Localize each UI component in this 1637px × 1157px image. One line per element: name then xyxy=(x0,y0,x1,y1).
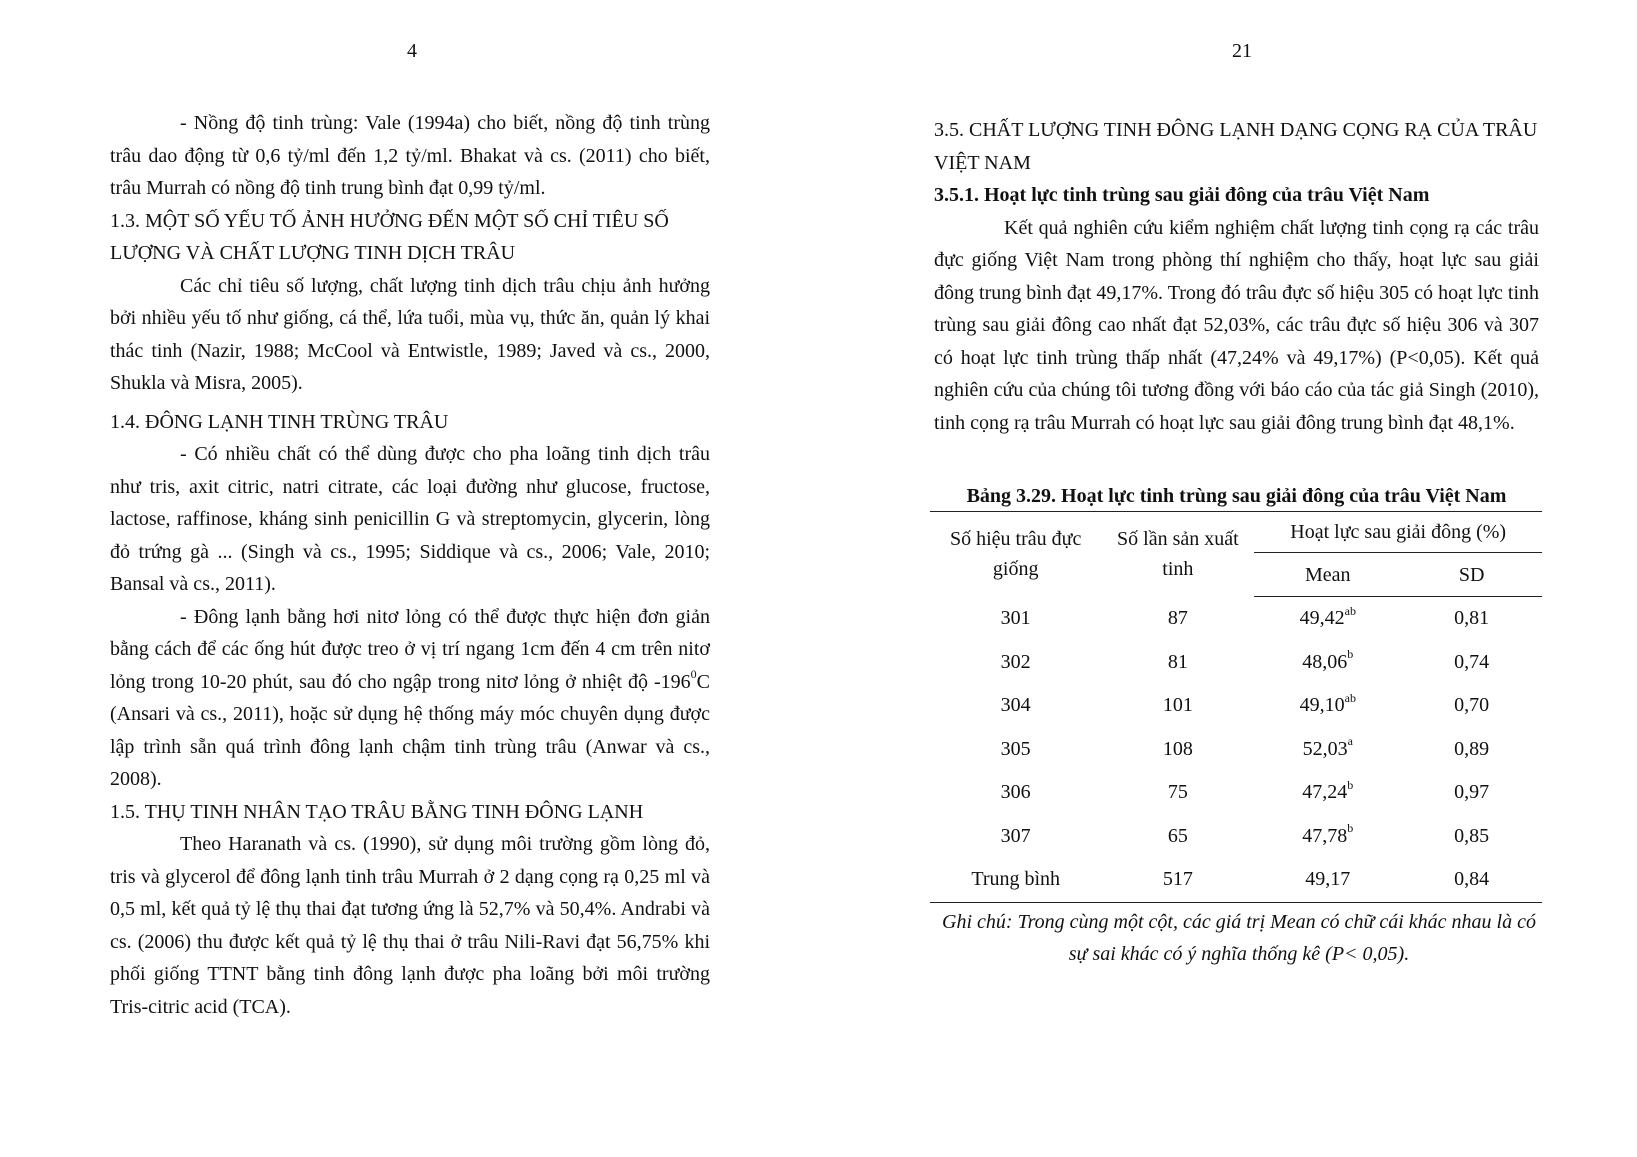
section-heading-3-5: 3.5. CHẤT LƯỢNG TINH ĐÔNG LẠNH DẠNG CỌNG RẠ CỦA TRÂU VIỆT NAM xyxy=(934,119,1538,174)
cell-mean-value: 49,17 xyxy=(1305,868,1351,891)
header-post-thaw-motility: Hoạt lực sau giải đông (%) xyxy=(1290,521,1507,543)
cell-bull-id xyxy=(930,597,1101,641)
cell-bull-id-value: 304 xyxy=(1000,694,1031,717)
significance-letter: a xyxy=(1347,734,1353,749)
cell-production-count xyxy=(1101,858,1254,902)
cell-production-count xyxy=(1101,641,1254,685)
cell-production-count xyxy=(1101,684,1254,728)
paragraph-motility-results: Kết quả nghiên cứu kiểm nghiệm chất lượng tinh cọng rạ các trâu đực giống Việt Nam trong phòng thí nghiệm cho thấy, hoạt lực sau giải đông trung bình đạt 49,17%. Trong đó trâu đực số hiệu 305 có hoạt lực tinh trùng sau giải đông cao nhất đạt 52,03%, các trâu đực số hiệu 306 và 307 có hoạt lực tinh trùng thấp nhất (47,24% và 49,17%) (P<0,05). Kết quả nghiên cứu của chúng tôi tương đồng với báo cáo của tác giả Singh (2010), tinh cọng rạ trâu Murrah có hoạt lực sau giải đông trung bình đạt 48,1%. xyxy=(934,216,1539,434)
cell-mean-value: 49,42 xyxy=(1299,607,1345,630)
table-body xyxy=(930,597,1542,903)
cell-sd xyxy=(1401,684,1542,728)
cell-mean-value: 49,10 xyxy=(1299,694,1345,717)
cell-sd-value: 0,84 xyxy=(1454,868,1490,891)
cell-mean-value: 52,03 xyxy=(1302,737,1348,760)
cell-bull-id-value: 307 xyxy=(1000,824,1031,847)
significance-letter: b xyxy=(1347,821,1354,836)
cell-production-count xyxy=(1101,597,1254,641)
cell-sd xyxy=(1401,815,1542,859)
cell-bull-id-value: 305 xyxy=(1000,737,1031,760)
significance-letter: b xyxy=(1347,777,1354,792)
cell-production-count-value: 65 xyxy=(1167,824,1188,847)
significance-letter: b xyxy=(1347,647,1354,662)
cell-sd xyxy=(1401,728,1542,772)
cell-bull-id-value: 301 xyxy=(1000,607,1031,629)
section-heading-1-5: 1.5. THỤ TINH NHÂN TẠO TRÂU BẰNG TINH ĐÔNG LẠNH xyxy=(110,800,644,823)
cell-mean-value: 47,24 xyxy=(1302,781,1348,804)
cell-bull-id xyxy=(930,771,1101,815)
table-row xyxy=(930,597,1542,641)
cell-production-count xyxy=(1101,815,1254,859)
cell-bull-id xyxy=(930,684,1101,728)
paragraph-nitrogen-freezing xyxy=(110,601,710,796)
cell-sd-value: 0,89 xyxy=(1454,737,1490,760)
cell-sd xyxy=(1401,771,1542,815)
cell-sd xyxy=(1401,858,1542,902)
cell-bull-id xyxy=(930,641,1101,685)
significance-letter: ab xyxy=(1344,690,1356,705)
table-row xyxy=(930,858,1542,902)
cell-bull-id-value: Trung bình xyxy=(971,868,1061,891)
cell-mean-value: 47,78 xyxy=(1302,824,1348,847)
right-text-block xyxy=(934,114,1539,439)
motility-table xyxy=(930,511,1542,903)
header-mean: Mean xyxy=(1254,553,1401,597)
cell-mean xyxy=(1254,728,1401,772)
cell-mean xyxy=(1254,815,1401,859)
right-page xyxy=(818,0,1637,1157)
cell-mean xyxy=(1254,858,1401,902)
table-row xyxy=(930,771,1542,815)
cell-production-count-value: 517 xyxy=(1162,868,1193,891)
cell-mean xyxy=(1254,684,1401,728)
table-row xyxy=(930,641,1542,685)
table-row xyxy=(930,684,1542,728)
cell-bull-id-value: 306 xyxy=(1000,781,1031,804)
cell-sd xyxy=(1401,641,1542,685)
cell-production-count-value: 101 xyxy=(1162,694,1193,717)
degree-superscript: 0 xyxy=(690,666,697,681)
cell-mean xyxy=(1254,641,1401,685)
page-number: 4 xyxy=(407,40,417,62)
cell-bull-id xyxy=(930,728,1101,772)
cell-production-count-value: 87 xyxy=(1167,607,1188,629)
subsection-heading-3-5-1: 3.5.1. Hoạt lực tinh trùng sau giải đông của trâu Việt Nam xyxy=(934,184,1430,206)
section-heading-1-4: 1.4. ĐÔNG LẠNH TINH TRÙNG TRÂU xyxy=(110,410,449,433)
paragraph-sperm-concentration: - Nồng độ tinh trùng: Vale (1994a) cho biết, nồng độ tinh trùng trâu dao động từ 0,6 tỷ/ml đến 1,2 tỷ/ml. Bhakat và cs. (2011) cho biết, trâu Murrah có nồng độ tinh trung bình đạt 0,99 tỷ/ml. xyxy=(110,112,710,199)
paragraph-nitrogen-freezing-part1: - Đông lạnh bằng hơi nitơ lỏng có thể được thực hiện đơn giản bằng cách để các ống hút được treo ở vị trí ngang 1cm đến 4 cm trên nitơ lỏng trong 10-20 phút, sau đó cho ngập trong nitơ lỏng ở nhiệt độ -196 xyxy=(110,605,710,693)
table-row xyxy=(930,728,1542,772)
paragraph-artificial-insemination: Theo Haranath và cs. (1990), sử dụng môi trường gồm lòng đỏ, tris và glycerol để đông lạnh tinh trâu Murrah ở 2 dạng cọng rạ 0,25 ml và 0,5 ml, kết quả tỷ lệ thụ thai đạt tương ứng là 52,7% và 50,4%. Andrabi và cs. (2006) thu được kết quả tỷ lệ thụ thai ở trâu Nili-Ravi đạt 56,75% khi phối giống TTNT bằng tinh đông lạnh được pha loãng bởi môi trường Tris-citric acid (TCA). xyxy=(110,833,710,1018)
header-production-count: Số lần sản xuất tinh xyxy=(1117,528,1239,581)
left-page xyxy=(0,0,818,1157)
cell-production-count xyxy=(1101,771,1254,815)
cell-sd-value: 0,74 xyxy=(1454,650,1490,673)
significance-letter: ab xyxy=(1344,603,1356,618)
paragraph-influencing-factors: Các chỉ tiêu số lượng, chất lượng tinh dịch trâu chịu ảnh hưởng bởi nhiều yếu tố như giống, cá thể, lứa tuổi, mùa vụ, thức ăn, quản lý khai thác tinh (Nazir, 1988; McCool và Entwistle, 1989; Javed và cs., 2000, Shukla và Misra, 2005). xyxy=(110,274,710,394)
cell-sd-value: 0,70 xyxy=(1454,694,1490,717)
table-note: Ghi chú: Trong cùng một cột, các giá trị Mean có chữ cái khác nhau là có sự sai khác có ý nghĩa thống kê (P< 0,05). xyxy=(942,911,1536,965)
cell-mean-value: 48,06 xyxy=(1302,650,1348,673)
paragraph-diluents: - Có nhiều chất có thể dùng được cho pha loãng tinh dịch trâu như tris, axit citric, natri citrate, các loại đường như glucose, fructose, lactose, raffinose, kháng sinh penicillin G và streptomycin, glycerin, lòng đỏ trứng gà ... (Singh và cs., 1995; Siddique và cs., 2006; Vale, 2010; Bansal và cs., 2011). xyxy=(110,443,710,595)
cell-bull-id-value: 302 xyxy=(1000,650,1031,673)
paragraph-nitrogen-freezing-part2: C (Ansari và cs., 2011), hoặc sử dụng hệ thống máy móc chuyên dụng được lập trình sẵn quá trình đông lạnh chậm tinh trùng trâu (Anwar và cs., 2008). xyxy=(110,670,710,790)
cell-production-count-value: 81 xyxy=(1167,650,1188,673)
header-bull-id: Số hiệu trâu đực giống xyxy=(949,528,1082,581)
cell-mean xyxy=(1254,771,1401,815)
table-row xyxy=(930,815,1542,859)
table-caption: Bảng 3.29. Hoạt lực tinh trùng sau giải đông của trâu Việt Nam xyxy=(966,485,1507,507)
cell-mean xyxy=(1254,597,1401,641)
cell-sd-value: 0,85 xyxy=(1454,824,1490,847)
cell-production-count-value: 75 xyxy=(1167,781,1188,804)
page-number: 21 xyxy=(1232,40,1252,62)
cell-sd-value: 0,97 xyxy=(1454,781,1490,804)
cell-production-count-value: 108 xyxy=(1162,737,1193,760)
cell-sd-value: 0,81 xyxy=(1454,607,1490,630)
cell-bull-id xyxy=(930,858,1101,902)
section-heading-1-3: 1.3. MỘT SỐ YẾU TỐ ẢNH HƯỞNG ĐẾN MỘT SỐ CHỈ TIÊU SỐ LƯỢNG VÀ CHẤT LƯỢNG TINH DỊCH TRÂU xyxy=(110,209,669,264)
header-sd: SD xyxy=(1401,553,1542,597)
cell-production-count xyxy=(1101,728,1254,772)
cell-sd xyxy=(1401,597,1542,641)
cell-bull-id xyxy=(930,815,1101,859)
left-text-block xyxy=(110,107,710,1023)
